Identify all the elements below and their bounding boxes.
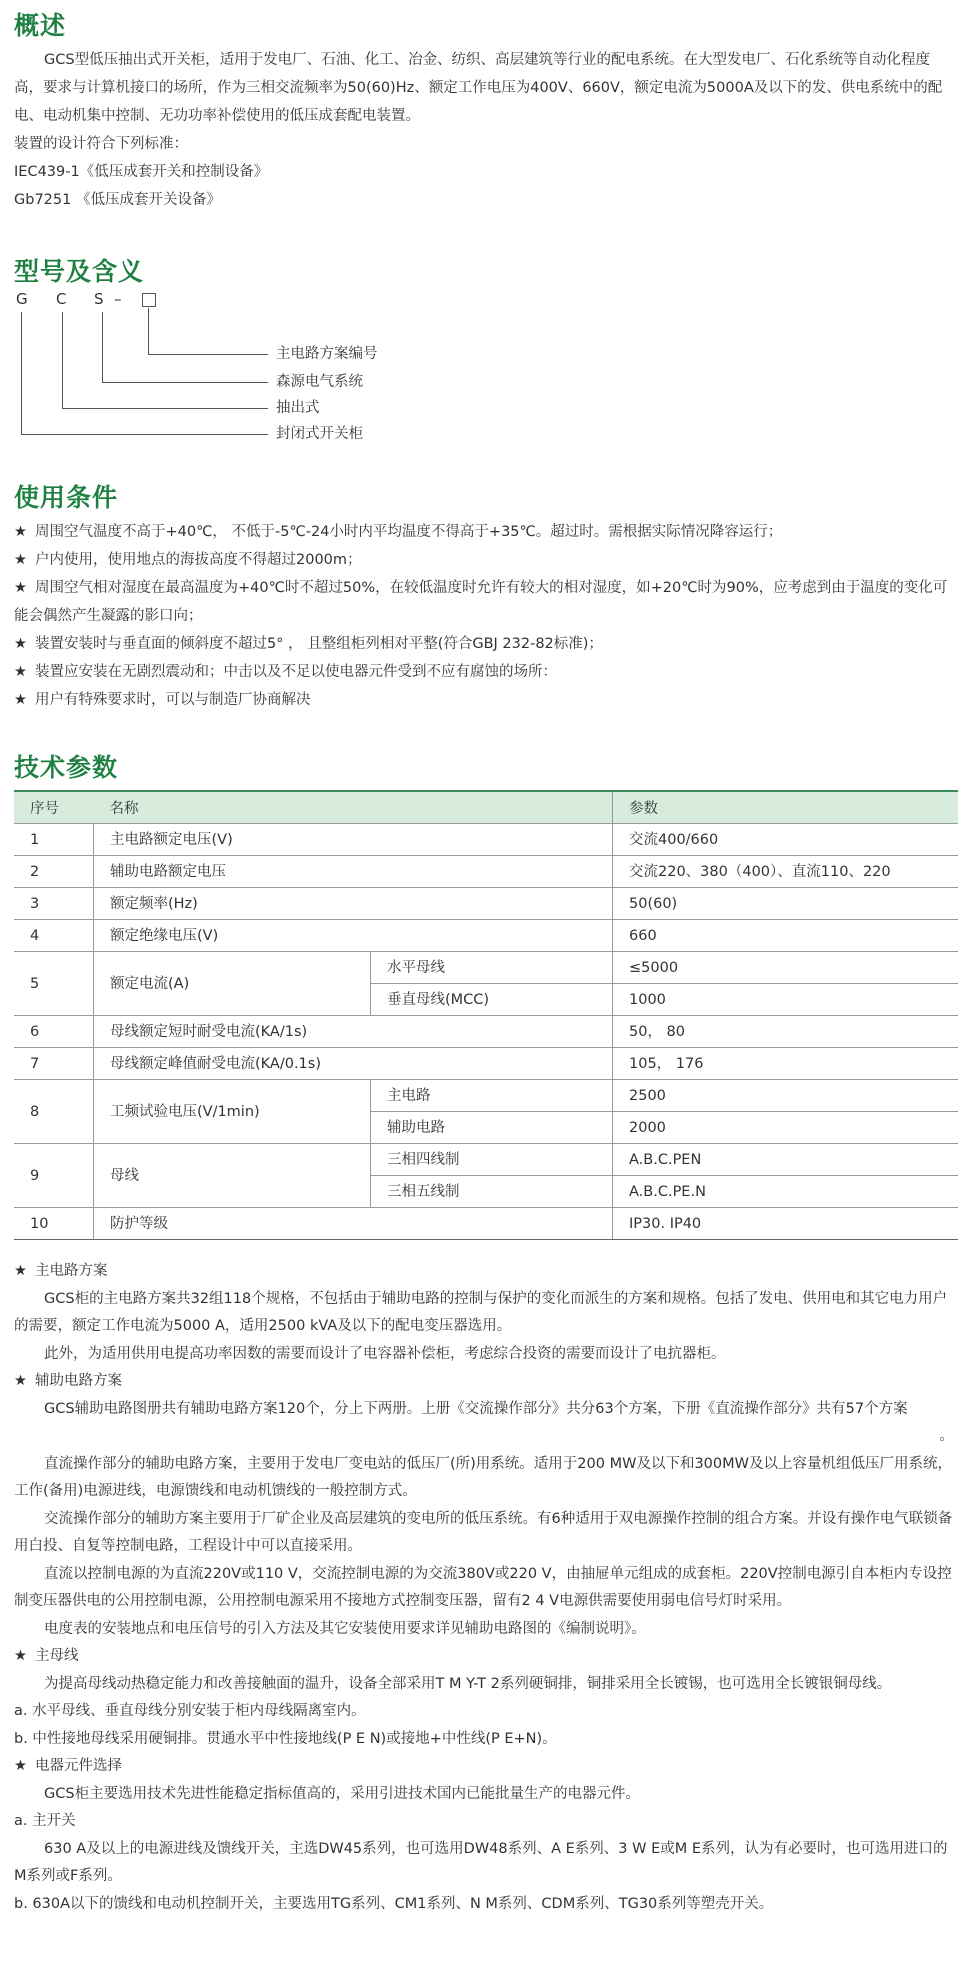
model-placeholder-box <box>142 293 156 307</box>
condition-item: ★ 装置安装时与垂直面的倾斜度不超过5° ， 且整组柜列相对平整(符合GBJ 232-82标准)； <box>14 630 958 658</box>
overview-standard-gb: Gb7251 《低压成套开关设备》 <box>14 192 221 208</box>
conditions-title: 使用条件 <box>14 483 119 512</box>
overview-standard-iec: IEC439-1《低压成套开关和控制设备》 <box>14 164 269 180</box>
condition-item: ★ 周围空气相对湿度在最高温度为+40℃时不超过50%，在较低温度时允许有较大的相对湿度，如+20℃时为90%，应考虑到由于温度的变化可能会偶然产生凝露的影口向； <box>14 574 958 630</box>
model-line <box>62 408 268 409</box>
overview-section <box>14 10 958 214</box>
row-sub: 垂直母线(MCC) <box>371 984 613 1016</box>
model-line <box>21 434 268 435</box>
row-value: 2500 <box>613 1080 959 1112</box>
row-value: 交流400/660 <box>613 824 959 856</box>
components-item-b: b. 630A以下的馈线和电动机控制开关，主要选用TG系列、CM1系列、N M系列、CDM系列、TG30系列等塑壳开关。 <box>14 1895 774 1912</box>
busbar-heading: ★ 主母线 <box>14 1643 958 1671</box>
row-no: 2 <box>14 856 94 888</box>
row-value: 交流220、380（400）、直流110、220 <box>613 856 959 888</box>
main-circuit-paragraph: 此外，为适用供用电提高功率因数的需要而设计了电容器补偿柜，考虑综合投资的需要而设计了电抗器柜。 <box>44 1345 726 1362</box>
condition-item: ★ 户内使用，使用地点的海拔高度不得超过2000m； <box>14 546 958 574</box>
row-name: 辅助电路额定电压 <box>94 856 613 888</box>
busbar-item-b: b. 中性接地母线采用硬铜排。贯通水平中性接地线(P E N)或接地+中性线(P E+N)。 <box>14 1730 557 1747</box>
model-dash: – <box>114 290 122 308</box>
tech-title: 技术参数 <box>14 753 119 782</box>
components-item-a-paragraph: 630 A及以上的电源进线及馈线开关，主选DW45系列，也可选用DW48系列、A E系列、3 W E或M E系列，认为有必要时，也可选用进口的M系列或F系列。 <box>14 1840 948 1884</box>
row-value: 2000 <box>613 1112 959 1144</box>
table-row <box>14 824 958 856</box>
table-row <box>14 1048 958 1080</box>
aux-circuit-end-mark: 。 <box>939 1428 954 1444</box>
model-label-drawout: 抽出式 <box>276 400 320 416</box>
aux-circuit-paragraph: 交流操作部分的辅助方案主要用于厂矿企业及高层建筑的变电所的低压系统。有6种适用于双电源操作控制的组合方案。并设有操作电气联锁备用白投、自复等控制电路，工程设计中可以直接采用。 <box>14 1510 953 1554</box>
row-value: 105， 176 <box>613 1048 959 1080</box>
row-name: 母线额定短时耐受电流(KA/1s) <box>94 1016 613 1048</box>
row-no: 3 <box>14 888 94 920</box>
components-paragraph: GCS柜主要选用技术先进性能稳定指标值高的，采用引进技术国内已能批量生产的电器元件。 <box>44 1785 641 1802</box>
model-line <box>102 382 268 383</box>
row-value: 50(60) <box>613 888 959 920</box>
overview-paragraph: GCS型低压抽出式开关柜，适用于发电厂、石油、化工、冶金、纺织、高层建筑等行业的配电系统。在大型发电厂、石化系统等自动化程度高，要求与计算机接口的场所，作为三相交流频率为50(60)Hz、额定工作电压为400V、660V，额定电流为5000A及以下的发、供电系统中的配电、电动机集中控制、无功功率补偿使用的低压成套配电装置。 <box>14 52 943 124</box>
overview-standards-intro: 装置的设计符合下列标准： <box>14 136 188 152</box>
model-letter-s: S <box>94 290 104 308</box>
model-label-enclosed: 封闭式开关柜 <box>276 426 363 442</box>
table-header-row <box>14 791 958 824</box>
conditions-list <box>14 518 958 714</box>
aux-circuit-paragraph: 电度表的安装地点和电压信号的引入方法及其它安装使用要求详见辅助电路图的《编制说明》。 <box>44 1620 646 1637</box>
row-value: ≤5000 <box>613 952 959 984</box>
table-row <box>14 1208 958 1240</box>
condition-item: ★ 装置应安装在无剧烈震动和；中击以及不足以使电器元件受到不应有腐蚀的场所： <box>14 658 958 686</box>
model-label-system: 森源电气系统 <box>276 374 363 390</box>
aux-circuit-paragraph: 直流以控制电源的为直流220V或110 V，交流控制电源的为交流380V或220 V，由抽屉单元组成的成套柜。220V控制电源引自本柜内专设控制变压器供电的公用控制电源，公用控制电源采用不接地方式控制变压器，留有2 4 V电源供需要使用弱电信号灯时采用。 <box>14 1565 952 1609</box>
aux-circuit-heading: ★ 辅助电路方案 <box>14 1368 958 1396</box>
main-circuit-heading: ★ 主电路方案 <box>14 1258 958 1286</box>
row-value: A.B.C.PE.N <box>613 1176 959 1208</box>
main-circuit-paragraph: GCS柜的主电路方案共32组118个规格，不包括由于辅助电路的控制与保护的变化而派生的方案和规格。包括了发电、供用电和其它电力用户的需要，额定工作电流为5000 A，适用2500 kVA及以下的配电变压器选用。 <box>14 1290 948 1334</box>
row-sub: 三相四线制 <box>371 1144 613 1176</box>
description-section <box>14 1258 958 1918</box>
model-diagram <box>14 290 958 470</box>
row-no: 9 <box>14 1144 94 1208</box>
busbar-paragraph: 为提高母线动热稳定能力和改善接触面的温升，设备全部采用T M Y-T 2系列硬铜排，铜排采用全长镀锡，也可选用全长镀银铜母线。 <box>44 1675 892 1692</box>
header-no: 序号 <box>14 791 94 824</box>
row-sub: 辅助电路 <box>371 1112 613 1144</box>
row-sub: 水平母线 <box>371 952 613 984</box>
table-row <box>14 856 958 888</box>
conditions-section <box>14 482 958 714</box>
row-sub: 三相五线制 <box>371 1176 613 1208</box>
row-name: 母线额定峰值耐受电流(KA/0.1s) <box>94 1048 613 1080</box>
overview-title: 概述 <box>14 11 67 40</box>
busbar-item-a: a. 水平母线、垂直母线分别安装于柜内母线隔离室内。 <box>14 1703 366 1719</box>
aux-circuit-paragraph: GCS辅助电路图册共有辅助电路方案120个，分上下两册。上册《交流操作部分》共分63个方案，下册《直流操作部分》共有57个方案 <box>44 1400 908 1417</box>
row-name: 工频试验电压(V/1min) <box>94 1080 371 1144</box>
row-no: 10 <box>14 1208 94 1240</box>
tech-section <box>14 752 958 1240</box>
aux-circuit-paragraph: 直流操作部分的辅助电路方案，主要用于发电厂变电站的低压厂(所)用系统。适用于200 MW及以下和300MW及以上容量机组低压厂用系统，工作(备用)电源进线，电源馈线和电动机馈线的一般控制方式。 <box>14 1455 952 1499</box>
row-name: 额定绝缘电压(V) <box>94 920 613 952</box>
model-line <box>148 308 149 354</box>
row-no: 5 <box>14 952 94 1016</box>
table-row <box>14 1144 958 1176</box>
model-line <box>148 354 268 355</box>
row-no: 6 <box>14 1016 94 1048</box>
table-row <box>14 952 958 984</box>
row-name: 防护等级 <box>94 1208 613 1240</box>
model-letter-c: C <box>56 290 67 308</box>
row-no: 4 <box>14 920 94 952</box>
row-value: 660 <box>613 920 959 952</box>
table-row <box>14 1016 958 1048</box>
row-value: 1000 <box>613 984 959 1016</box>
table-row <box>14 1080 958 1112</box>
row-name: 主电路额定电压(V) <box>94 824 613 856</box>
row-sub: 主电路 <box>371 1080 613 1112</box>
row-no: 8 <box>14 1080 94 1144</box>
row-no: 1 <box>14 824 94 856</box>
header-name: 名称 <box>94 791 613 824</box>
condition-item: ★ 周围空气温度不高于+40℃， 不低于-5℃-24小时内平均温度不得高于+35℃。超过时。需根据实际情况降容运行； <box>14 518 958 546</box>
model-section <box>14 256 958 470</box>
row-no: 7 <box>14 1048 94 1080</box>
components-heading: ★ 电器元件选择 <box>14 1753 958 1781</box>
row-value: 50， 80 <box>613 1016 959 1048</box>
header-value: 参数 <box>613 791 959 824</box>
row-name: 额定频率(Hz) <box>94 888 613 920</box>
row-value: A.B.C.PEN <box>613 1144 959 1176</box>
model-line <box>102 312 103 382</box>
model-title: 型号及含义 <box>14 257 145 286</box>
row-value: IP30. IP40 <box>613 1208 959 1240</box>
table-row <box>14 920 958 952</box>
components-item-a-title: a. 主开关 <box>14 1813 76 1829</box>
model-letter-g: G <box>16 290 28 308</box>
table-row <box>14 888 958 920</box>
row-name: 额定电流(A) <box>94 952 371 1016</box>
model-label-scheme: 主电路方案编号 <box>276 346 378 362</box>
row-name: 母线 <box>94 1144 371 1208</box>
condition-item: ★ 用户有特殊要求时，可以与制造厂协商解决 <box>14 686 958 714</box>
model-line <box>62 312 63 408</box>
model-line <box>21 312 22 434</box>
tech-table <box>14 790 958 1240</box>
